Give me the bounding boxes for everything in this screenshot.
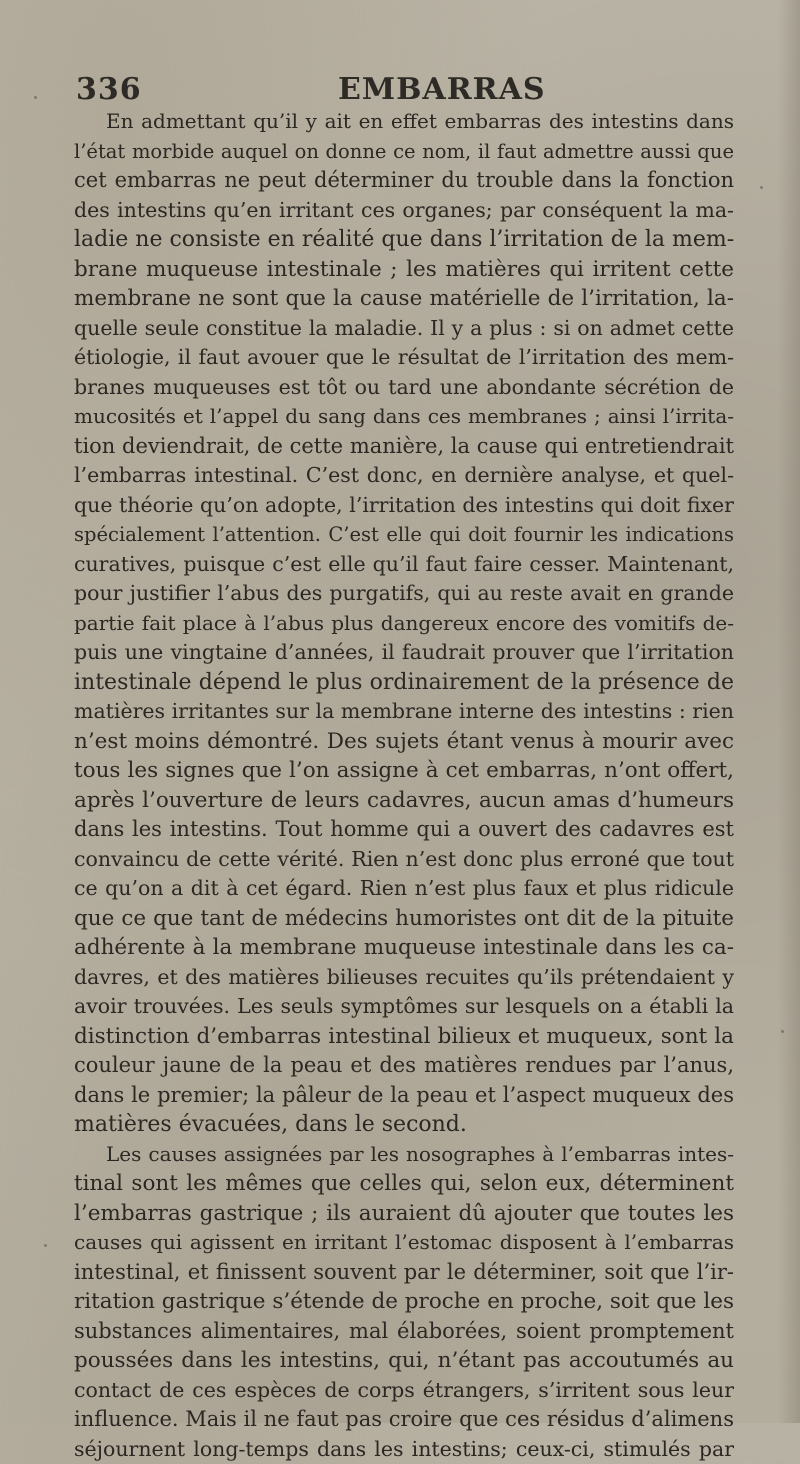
text-line: davres, et des matières bilieuses recuites qu’ils prétendaient y — [74, 963, 734, 993]
text-line: l’état morbide auquel on donne ce nom, il faut admettre aussi que — [74, 137, 734, 167]
text-line: matières irritantes sur la membrane interne des intestins : rien — [74, 697, 734, 727]
text-line: quelle seule constitue la maladie. Il y a plus : si on admet cette — [74, 314, 734, 344]
text-line: avoir trouvées. Les seuls symptômes sur lesquels on a établi la — [74, 992, 734, 1022]
text-line: séjournent long-temps dans les intestins; ceux-ci, stimulés par — [74, 1435, 734, 1464]
text-line: dans le premier; la pâleur de la peau et l’aspect muqueux des — [74, 1081, 734, 1111]
paper-speck — [760, 186, 763, 189]
text-line: spécialement l’attention. C’est elle qui doit fournir les indications — [74, 520, 734, 550]
text-line: mucosités et l’appel du sang dans ces membranes ; ainsi l’irrita- — [74, 402, 734, 432]
text-line: contact de ces espèces de corps étrangers, s’irritent sous leur — [74, 1376, 734, 1406]
text-line: tinal sont les mêmes que celles qui, selon eux, déterminent — [74, 1169, 734, 1199]
paper-speck — [781, 1030, 784, 1033]
text-line: intestinale dépend le plus ordinairement de la présence de — [74, 668, 734, 698]
paper-speck — [118, 300, 121, 303]
text-line: convaincu de cette vérité. Rien n’est donc plus erroné que tout — [74, 845, 734, 875]
text-line: que théorie qu’on adopte, l’irritation des intestins qui doit fixer — [74, 491, 734, 521]
text-line: l’embarras gastrique ; ils auraient dû ajouter que toutes les — [74, 1199, 734, 1229]
text-line: substances alimentaires, mal élaborées, soient promptement — [74, 1317, 734, 1347]
text-line: causes qui agissent en irritant l’estomac disposent à l’embarras — [74, 1228, 734, 1258]
text-line: étiologie, il faut avouer que le résultat de l’irritation des mem- — [74, 343, 734, 373]
running-head: EMBARRAS — [338, 72, 546, 107]
page-edge-shadow — [778, 0, 800, 1423]
text-line: poussées dans les intestins, qui, n’étant pas accoutumés au — [74, 1346, 734, 1376]
text-line: branes muqueuses est tôt ou tard une abondante sécrétion de — [74, 373, 734, 403]
text-line: partie fait place à l’abus plus dangereux encore des vomitifs de- — [74, 609, 734, 639]
paper-speck — [44, 1244, 47, 1247]
text-line: matières évacuées, dans le second. — [74, 1110, 734, 1140]
text-line: n’est moins démontré. Des sujets étant venus à mourir avec — [74, 727, 734, 757]
text-line: cet embarras ne peut déterminer du trouble dans la fonction — [74, 166, 734, 196]
text-line: après l’ouverture de leurs cadavres, aucun amas d’humeurs — [74, 786, 734, 816]
paper-speck — [34, 96, 37, 99]
text-line: que ce que tant de médecins humoristes ont dit de la pituite — [74, 904, 734, 934]
text-line: influence. Mais il ne faut pas croire que ces résidus d’alimens — [74, 1405, 734, 1435]
text-line: ladie ne consiste en réalité que dans l’irritation de la mem- — [74, 225, 734, 255]
text-line: tous les signes que l’on assigne à cet embarras, n’ont offert, — [74, 756, 734, 786]
text-line: membrane ne sont que la cause matérielle de l’irritation, la- — [74, 284, 734, 314]
text-line: l’embarras intestinal. C’est donc, en dernière analyse, et quel- — [74, 461, 734, 491]
text-line: ce qu’on a dit à cet égard. Rien n’est plus faux et plus ridicule — [74, 874, 734, 904]
text-line: brane muqueuse intestinale ; les matières qui irritent cette — [74, 255, 734, 285]
text-line: adhérente à la membrane muqueuse intestinale dans les ca- — [74, 933, 734, 963]
text-line: ritation gastrique s’étende de proche en proche, soit que les — [74, 1287, 734, 1317]
page-number: 336 — [76, 72, 142, 107]
text-line: intestinal, et finissent souvent par le déterminer, soit que l’ir- — [74, 1258, 734, 1288]
text-line: En admettant qu’il y ait en effet embarras des intestins dans — [74, 107, 734, 137]
paper-speck — [487, 1364, 490, 1367]
text-line: des intestins qu’en irritant ces organes; par conséquent la ma- — [74, 196, 734, 226]
text-line: tion deviendrait, de cette manière, la cause qui entretiendrait — [74, 432, 734, 462]
body-text — [74, 107, 734, 1464]
text-line: distinction d’embarras intestinal bilieux et muqueux, sont la — [74, 1022, 734, 1052]
text-line: puis une vingtaine d’années, il faudrait prouver que l’irritation — [74, 638, 734, 668]
text-line: dans les intestins. Tout homme qui a ouvert des cadavres est — [74, 815, 734, 845]
page-header — [76, 72, 736, 112]
text-line: curatives, puisque c’est elle qu’il faut faire cesser. Maintenant, — [74, 550, 734, 580]
text-line: Les causes assignées par les nosographes à l’embarras intes- — [74, 1140, 734, 1170]
text-line: couleur jaune de la peau et des matières rendues par l’anus, — [74, 1051, 734, 1081]
text-line: pour justifier l’abus des purgatifs, qui au reste avait en grande — [74, 579, 734, 609]
